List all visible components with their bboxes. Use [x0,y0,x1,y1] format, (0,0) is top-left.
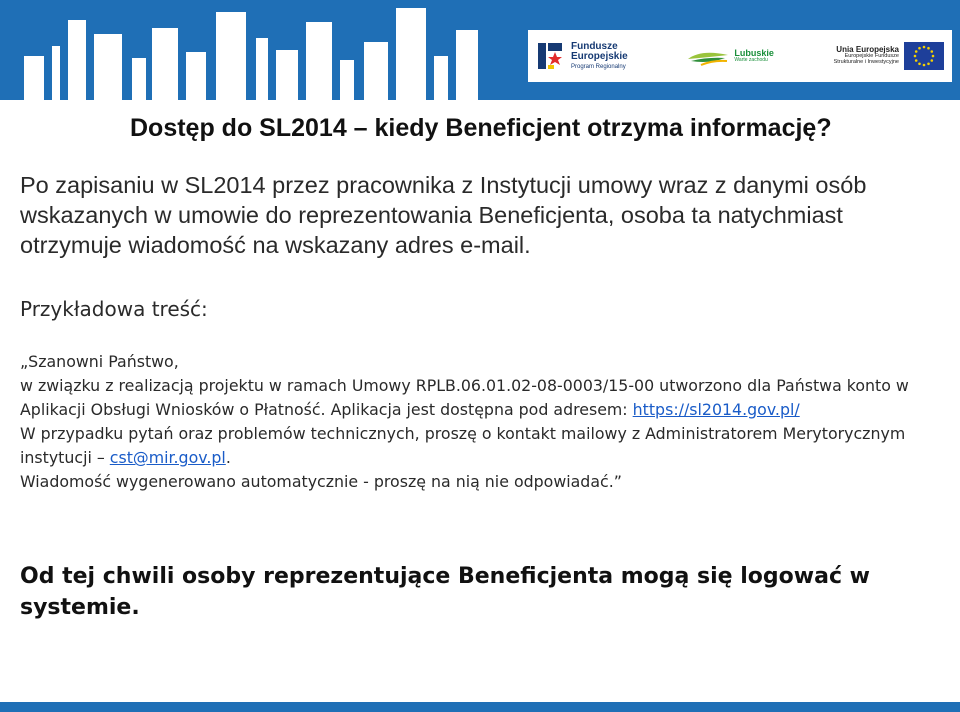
lubuskie-leaf-icon [687,45,729,67]
email-body-2-text: W przypadku pytań oraz problemów technicznych, proszę o kontakt mailowy z Administratorem Merytorycznym instytucji – [20,424,906,467]
email-example [20,350,950,494]
email-body-1 [20,374,950,422]
fundusze-star-icon [536,41,566,71]
logo-lubuskie [687,45,774,67]
logo-unia-europejska [834,42,944,70]
email-footer: Wiadomość wygenerowano automatycznie - proszę na nią nie odpowiadać.” [20,472,622,491]
conclusion-text: Od tej chwili osoby reprezentujące Beneficjenta mogą się logować w systemie. [20,564,870,620]
header-banner [0,0,960,100]
sl2014-link[interactable]: https://sl2014.gov.pl/ [632,400,800,419]
logo-strip [528,30,952,82]
email-body-2 [20,422,950,470]
ue-line3: Strukturalne i Inwestycyjne [833,59,899,66]
email-greeting: „Szanowni Państwo, [20,352,179,371]
example-label: Przykładowa treść: [20,297,208,321]
lubuskie-name: Lubuskie [734,47,774,58]
intro-paragraph: Po zapisaniu w SL2014 przez pracownika z Instytucji umowy wraz z danymi osób wskazanych w umowie do reprezentowania Beneficjenta, osoba ta natychmiast otrzymuje wiadomość na wskazany adres e-mail. [20,172,867,258]
email-body-1-text: w związku z realizacją projektu w ramach Umowy RPLB.06.01.02-08-0003/15-00 utworzono dla Państwa konto w Aplikacji Obsługi Wniosków o Płatność. Aplikacja jest dostępna pod adresem: [20,376,909,419]
ue-line2: Europejskie Fundusze [844,53,899,60]
footer-bar [0,702,960,712]
email-body-2-end: . [225,448,231,467]
fundusze-line3: Program Regionalny [571,63,626,70]
contact-email-link[interactable]: cst@mir.gov.pl [109,448,226,467]
logo-fundusze-europejskie [536,41,628,71]
banner-pattern [0,0,500,100]
fundusze-line1: Fundusze [571,40,618,52]
page-title: Dostęp do SL2014 – kiedy Beneficjent otrzyma informację? [130,114,832,142]
lubuskie-tagline: Warte zachodu [734,57,768,64]
fundusze-line2: Europejskie [571,51,628,63]
ue-line1: Unia Europejska [836,45,899,55]
eu-flag-icon [904,42,944,70]
